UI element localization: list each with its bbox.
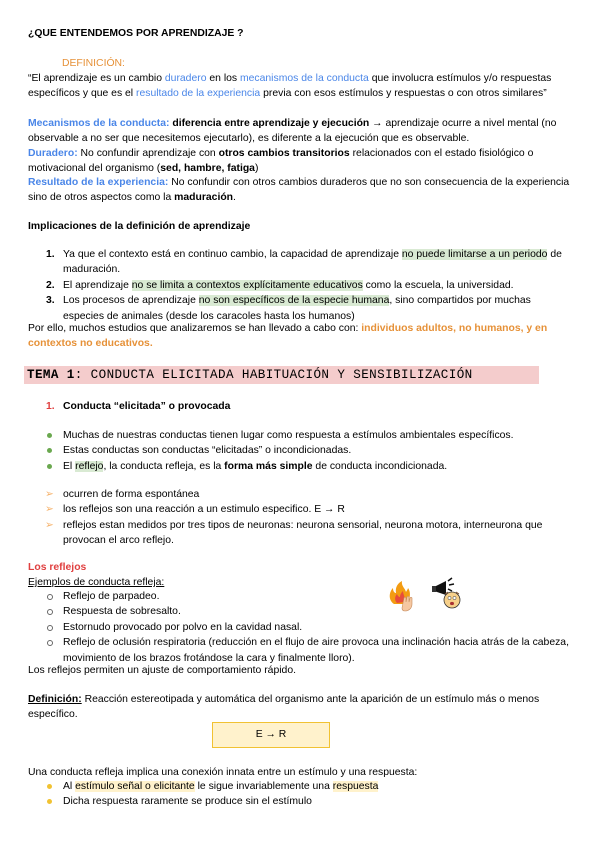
- duradero-label: Duradero:: [28, 148, 78, 159]
- item-text: Respuesta de sobresalto.: [63, 606, 181, 618]
- bullet-circle-icon: [47, 594, 53, 600]
- conclusion-highlight: individuos adultos, no humanos, y en contextos no educativos.: [28, 323, 548, 350]
- duradero-bold: otros cambios transitorios: [218, 148, 350, 159]
- list-item: [28, 502, 574, 517]
- item-highlight: estímulo señal o elicitante: [75, 781, 195, 792]
- ejemplos-label: Ejemplos de conducta refleja:: [28, 577, 165, 588]
- conducta-heading: [28, 399, 574, 414]
- conexion-text: Una conducta refleja implica una conexión innata entre un estímulo y una respuesta:: [28, 767, 418, 778]
- mecanismos-bold: diferencia entre aprendizaje y ejecución: [172, 118, 370, 129]
- list-item: [28, 620, 574, 635]
- reflejo-definition: [28, 692, 574, 723]
- item-text: Los procesos de aprendizaje: [63, 295, 199, 307]
- list-item: [28, 293, 574, 324]
- bullet-circle-icon: [47, 609, 53, 615]
- item-text: , sino compartidos por muchas especies de animales (desde los caracoles hasta los humanos): [63, 295, 531, 322]
- list-item: [28, 604, 574, 619]
- list-number: 2.: [46, 279, 55, 291]
- item-text: Reflejo de oclusión respiratoria (reducción en el flujo de aire provoca una inclinación hacia atrás de la cabeza, movimiento de los brazos frotándose la cara y finalmente lloro).: [63, 637, 569, 664]
- bullet-dot-icon: [47, 433, 52, 438]
- implicaciones-list: [28, 247, 574, 324]
- bullet-circle-icon: [47, 640, 53, 646]
- formula-box: E → R: [212, 722, 330, 748]
- item-text: El: [63, 460, 76, 472]
- conclusion-paragraph: [28, 321, 574, 352]
- list-number: 3.: [46, 295, 55, 307]
- arrow-bullet-icon: ➢: [45, 504, 54, 516]
- item-text: le sigue invariablemente una: [194, 781, 333, 792]
- arrow-bullet-icon: ➢: [45, 519, 54, 531]
- list-item: [28, 278, 574, 293]
- bullet-dot-icon: [47, 448, 52, 453]
- bullet-dot-icon: [47, 784, 52, 789]
- bullet-dot-icon: [47, 799, 52, 804]
- duradero-paragraph: [28, 146, 574, 177]
- arrow-bullet-icon: ➢: [45, 489, 54, 500]
- item-text: Al: [63, 781, 76, 792]
- list-number: 1.: [46, 249, 55, 260]
- term-mecanismos: mecanismos de la conducta: [240, 73, 369, 84]
- list-item: [28, 443, 574, 458]
- list-item: [28, 518, 574, 549]
- tema-label: TEMA 1: [27, 368, 75, 382]
- quote-text: en los: [206, 73, 240, 84]
- item-highlight: no se limita a contextos explícitamente educativos: [131, 279, 363, 291]
- item-highlight: no son específicos de la especie humana: [198, 295, 390, 307]
- item-text: de conducta incondicionada.: [312, 460, 448, 472]
- bullet-circle-icon: [47, 625, 53, 631]
- mecanismos-paragraph: [28, 116, 574, 147]
- list-item: [28, 779, 574, 794]
- item-bold: forma más simple: [224, 460, 313, 472]
- duradero-text: No confundir aprendizaje con: [77, 148, 219, 159]
- item-highlight: no puede limitarse a un periodo: [401, 249, 548, 260]
- quote-text: “El aprendizaje es un cambio: [28, 73, 165, 84]
- heading-text: Conducta “elicitada” o provocada: [63, 401, 231, 412]
- conducta-arrows: [28, 487, 574, 549]
- resultado-label: Resultado de la experiencia:: [28, 177, 169, 188]
- tema-title: : CONDUCTA ELICITADA HABITUACIÓN Y SENSIBILIZACIÓN: [74, 368, 473, 382]
- mecanismos-text: → aprendizaje ocurre a nivel mental (no observable a no ser que necesitemos ejecutarlo), es diferente a la ejecución que es observable.: [28, 118, 557, 145]
- definition-label: Definición:: [28, 694, 82, 705]
- tema-heading: [24, 366, 539, 384]
- implicaciones-heading: Implicaciones de la definición de aprendizaje: [28, 221, 251, 232]
- term-duradero: duradero: [164, 73, 207, 84]
- item-text: de maduración.: [63, 249, 562, 276]
- item-text: los reflejos son una reacción a un estimulo especifico. E → R: [63, 504, 345, 516]
- definition-quote: [28, 71, 574, 102]
- reflejos-heading: Los reflejos: [28, 562, 87, 573]
- item-text: Muchas de nuestras conductas tienen lugar como respuesta a estímulos ambientales específicos.: [63, 430, 514, 441]
- resultado-text: .: [233, 192, 236, 204]
- list-item: [28, 487, 574, 502]
- mecanismos-label: Mecanismos de la conducta:: [28, 118, 170, 129]
- ajuste-text: Los reflejos permiten un ajuste de comportamiento rápido.: [28, 665, 296, 676]
- duradero-text: ): [254, 163, 259, 175]
- bullet-dot-icon: [47, 464, 52, 469]
- item-text: Estas conductas son conductas “elicitadas” o incondicionadas.: [63, 445, 352, 457]
- item-text: , la conducta refleja, es la: [103, 460, 225, 472]
- duradero-text: relacionados con el estado fisiológico o motivacional del organismo (: [28, 148, 534, 175]
- megaphone-scared-face-icon: [430, 575, 466, 616]
- page-title: ¿QUE ENTENDEMOS POR APRENDIZAJE ?: [28, 28, 244, 39]
- item-text: El aprendizaje: [63, 279, 132, 291]
- definition-text: Reacción estereotipada y automática del organismo ante la aparición de un estímulo más o menos específico.: [28, 694, 540, 721]
- final-list: [28, 779, 574, 810]
- heading-number: 1.: [46, 401, 55, 412]
- quote-text: previa con esos estímulos y respuestas o con otros similares”: [260, 88, 547, 100]
- item-text: como la escuela, la universidad.: [362, 279, 514, 291]
- conclusion-text: Por ello, muchos estudios que analizaremos se han llevado a cabo con:: [28, 323, 362, 334]
- ejemplos-list: [28, 589, 574, 666]
- item-text: reflejos estan medidos por tres tipos de neuronas: neurona sensorial, neurona motora, interneurona que provocan el arco reflejo.: [63, 519, 543, 547]
- list-item: [28, 635, 574, 666]
- definition-label: DEFINICIÓN:: [62, 58, 125, 69]
- resultado-bold: maduración: [174, 192, 234, 204]
- list-item: [28, 794, 574, 809]
- duradero-bold: sed, hambre, fatiga: [160, 163, 255, 175]
- conducta-bullets: [28, 428, 574, 474]
- item-text: Ya que el contexto está en continuo cambio, la capacidad de aprendizaje: [63, 249, 402, 260]
- list-item: [28, 589, 574, 604]
- item-text: Dicha respuesta raramente se produce sin el estímulo: [63, 796, 312, 808]
- list-item: [28, 459, 574, 474]
- item-highlight: reflejo: [75, 460, 104, 472]
- list-item: [28, 428, 574, 443]
- resultado-paragraph: [28, 175, 574, 206]
- list-item: [28, 247, 568, 278]
- quote-text: que involucra estímulos y/o respuestas específicos y que es el: [28, 73, 552, 100]
- item-text: ocurren de forma espontánea: [63, 489, 200, 500]
- item-text: Reflejo de parpadeo.: [63, 591, 160, 602]
- item-highlight: respuesta: [332, 781, 379, 792]
- term-resultado: resultado de la experiencia: [136, 88, 261, 100]
- fire-hand-icon: [384, 578, 418, 617]
- item-text: Estornudo provocado por polvo en la cavidad nasal.: [63, 621, 303, 633]
- resultado-text: No confundir con otros cambios duraderos que no son consecuencia de la experiencia sino de otros aspectos como la: [28, 177, 570, 204]
